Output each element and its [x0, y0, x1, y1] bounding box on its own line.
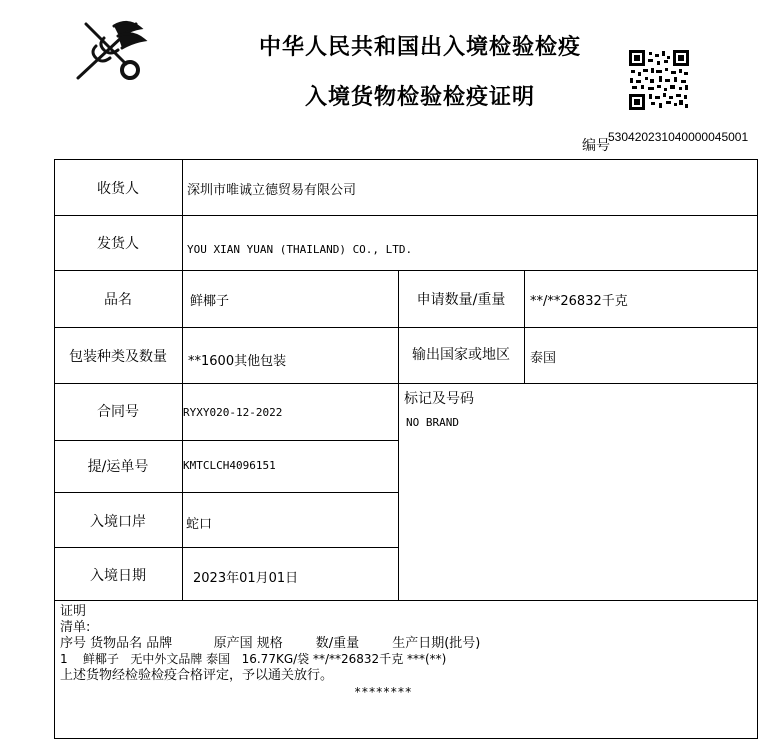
- marks-value: NO BRAND: [406, 416, 459, 429]
- end-marker: ********: [354, 685, 412, 699]
- port-value: 蛇口: [186, 517, 213, 532]
- row-divider: [54, 270, 758, 271]
- product-label: 品名: [104, 292, 132, 308]
- consignor-value: YOU XIAN YUAN (THAILAND) CO., LTD.: [187, 243, 413, 256]
- row-divider: [54, 215, 758, 216]
- document-title: 入境货物检验检疫证明: [304, 85, 535, 110]
- row-divider: [54, 440, 398, 441]
- package-value: **1600其他包装: [188, 354, 287, 369]
- serial-number-value: 530420231040000045001: [608, 130, 749, 144]
- waybill-label: 提/运单号: [87, 459, 149, 475]
- marks-label: 标记及号码: [404, 391, 474, 407]
- product-value: 鲜椰子: [190, 294, 230, 309]
- row-divider: [54, 327, 758, 328]
- quantity-value: **/**26832千克: [530, 294, 628, 309]
- origin-label: 输出国家或地区: [412, 347, 510, 363]
- column-divider: [398, 270, 399, 600]
- column-divider: [524, 270, 525, 383]
- serial-number-label: 编号: [582, 138, 610, 154]
- entry-date-label: 入境日期: [90, 568, 146, 584]
- inventory-list-label: 清单:: [60, 620, 91, 635]
- quantity-label: 申请数量/重量: [416, 292, 506, 308]
- port-label: 入境口岸: [90, 514, 146, 530]
- row-divider: [54, 492, 398, 493]
- row-divider: [54, 600, 758, 601]
- inventory-columns: 序号 货物品名 品牌 原产国 规格 数/重量 生产日期(批号): [60, 636, 481, 651]
- contract-value: RYXY020-12-2022: [183, 406, 283, 419]
- qr-code: [629, 50, 689, 110]
- column-divider: [182, 159, 183, 600]
- contract-label: 合同号: [97, 404, 139, 420]
- inspection-emblem-logo: [74, 16, 154, 82]
- consignee-label: 收货人: [97, 181, 139, 197]
- entry-date-value: 2023年01月01日: [193, 571, 299, 586]
- row-divider: [54, 383, 758, 384]
- origin-value: 泰国: [530, 351, 557, 366]
- waybill-value: KMTCLCH4096151: [183, 459, 276, 472]
- package-label: 包装种类及数量: [69, 349, 167, 365]
- authority-title: 中华人民共和国出入境检验检疫: [258, 35, 581, 60]
- row-divider: [54, 547, 398, 548]
- certificate-heading: 证明: [60, 604, 87, 619]
- consignor-label: 发货人: [97, 236, 139, 252]
- consignee-value: 深圳市唯诚立德贸易有限公司: [187, 183, 357, 198]
- inventory-row: 1 鲜椰子 无中外文品牌 泰国 16.77KG/袋 **/**26832千克 ***(**): [60, 652, 447, 666]
- clearance-statement: 上述货物经检验检疫合格评定，予以通关放行。: [60, 668, 334, 683]
